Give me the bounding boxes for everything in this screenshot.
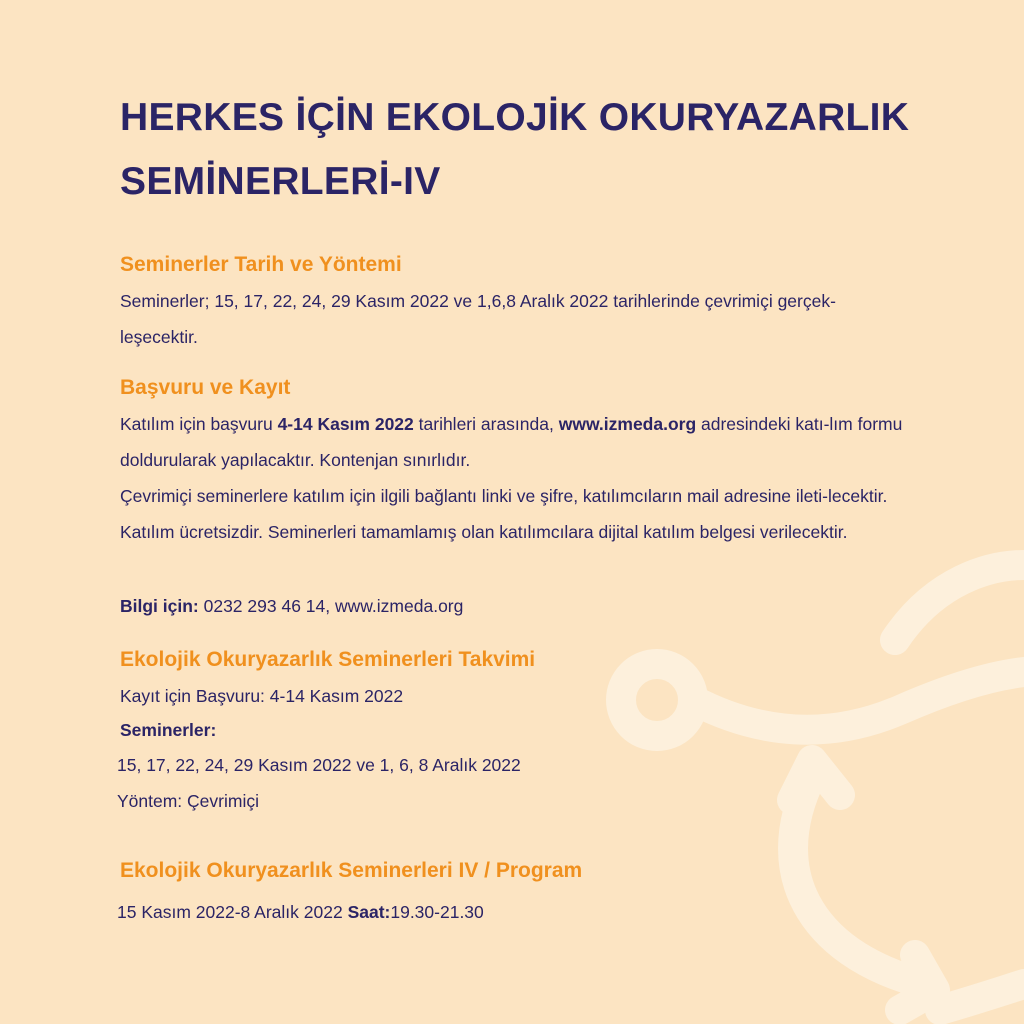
section-heading-program: Ekolojik Okuryazarlık Seminerleri IV / Program <box>120 859 583 882</box>
section-heading-dates-method: Seminerler Tarih ve Yöntemi <box>120 253 402 276</box>
section-heading-registration: Başvuru ve Kayıt <box>120 376 291 399</box>
decor-ring <box>621 664 693 736</box>
decor-curve-top <box>895 565 1024 640</box>
program-schedule <box>117 902 484 923</box>
method-text: Yöntem: Çevrimiçi <box>117 791 259 811</box>
program-dates: 15 Kasım 2022-8 Aralık 2022 <box>117 902 348 922</box>
time-label: Saat: <box>347 902 391 922</box>
registration-period: Kayıt için Başvuru: 4-14 Kasım 2022 <box>120 686 404 706</box>
registration-text: Katılım için başvuru 4-14 Kasım 2022 tarihleri arasında, www.izmeda.org adresindeki katı-lım formu doldurularak yapılacaktır. Kontenjan sınırlıdır. <box>120 414 903 470</box>
section-heading-calendar: Ekolojik Okuryazarlık Seminerleri Takvimi <box>120 648 536 671</box>
decor-arrow-head <box>792 760 840 800</box>
website-link[interactable]: www.izmeda.org <box>558 414 697 434</box>
decor-arrow-bottom <box>900 955 935 1010</box>
registration-dates: 4-14 Kasım 2022 <box>277 414 414 434</box>
contact-info-label: Bilgi için: <box>120 596 199 616</box>
seminars-label: Seminerler: <box>120 720 217 740</box>
contact-info <box>120 596 463 617</box>
dates-method-text: Seminerler; 15, 17, 22, 24, 29 Kasım 2022 ve 1,6,8 Aralık 2022 tarihlerinde çevrimiçi gerçek-leşecektir. <box>120 291 836 347</box>
time-value: 19.30-21.30 <box>390 902 484 922</box>
online-participation-text: Çevrimiçi seminerlere katılım için ilgili bağlantı linki ve şifre, katılımcıların mail adresine ileti-lecektir. Katılım ücretsizdir. Seminerleri tamamlamış olan katılımcılara dijital katılım belgesi verilecektir. <box>120 486 888 542</box>
page-title: HERKES İÇİN EKOLOJİK OKURYAZARLIK SEMİNERLERİ-IV <box>120 96 910 203</box>
decor-curve-bottom <box>940 984 1024 1010</box>
contact-info-value: 0232 293 46 14, www.izmeda.org <box>198 596 464 616</box>
seminars-dates: 15, 17, 22, 24, 29 Kasım 2022 ve 1, 6, 8 Aralık 2022 <box>117 755 521 775</box>
decor-wave <box>693 672 1024 730</box>
decor-arc-lower <box>793 775 930 985</box>
